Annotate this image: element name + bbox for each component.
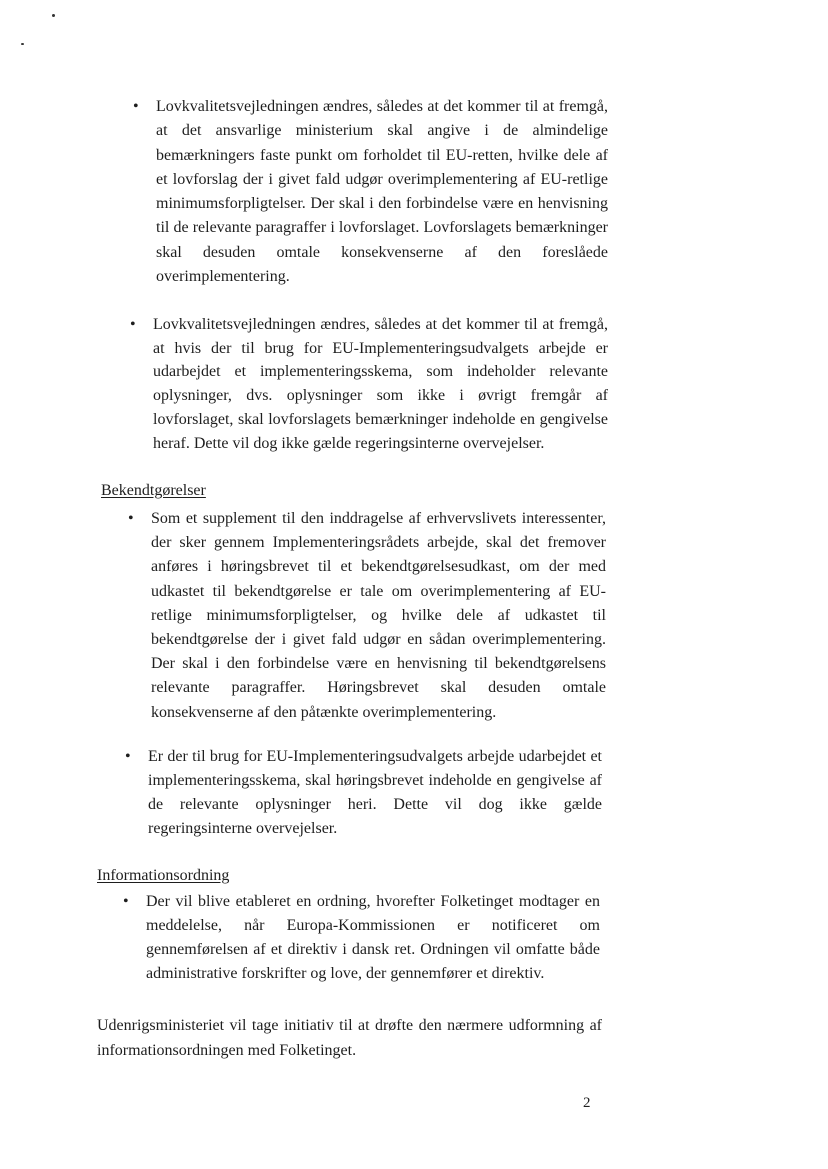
scan-speck xyxy=(21,43,24,45)
bullet-item xyxy=(130,313,608,455)
bullet-text: Som et supplement til den inddragelse af erhvervslivets interessenter, der sker gennem Implementeringsrådets arbejde, skal det fremover anføres i høringsbrevet til et bekendtgørelsesudkast, om der med udkastet til bekendtgørelse er tale om overimplementering af EU-retlige minimumsforpligtelser, og hvilke dele af udkastet til bekendtgørelse der i givet fald udgør en sådan overimplementering. Der skal i den forbindelse være en henvisning til bekendtgørelsens relevante paragraffer. Høringsbrevet skal desuden omtale konsekvenserne af den påtænkte overimplementering. xyxy=(151,510,606,721)
bullet-item xyxy=(123,890,600,986)
section-heading-informationsordning: Informationsordning xyxy=(97,867,230,884)
closing-paragraph: Udenrigsministeriet vil tage initiativ til at drøfte den nærmere udformning af informationsordningen med Folketinget. xyxy=(97,1017,602,1059)
bullet-dot: • xyxy=(125,748,131,765)
bullet-text: Lovkvalitetsvejledningen ændres, således at det kommer til at fremgå, at det ansvarlige ministerium skal angive i de almindelige bemærkningers faste punkt om forholdet til EU-retten, hvilke dele af et lovforslag der i givet fald udgør overimplementering af EU-retlige minimumsforpligtelser. Der skal i den forbindelse være en henvisning til de relevante paragraffer i lovforslaget. Lovforslagets bemærkninger skal desuden omtale konsekvenserne af den foreslåede overimplementering. xyxy=(156,98,608,286)
bullet-text: Der vil blive etableret en ordning, hvorefter Folketinget modtager en meddelelse, når Europa-Kommissionen er notificeret om gennemførelsen af et direktiv i dansk ret. Ordningen vil omfatte både administrative forskrifter og love, der gennemfører et direktiv. xyxy=(146,893,600,982)
bullet-item xyxy=(128,507,606,725)
bullet-dot: • xyxy=(128,510,134,527)
bullet-dot: • xyxy=(133,98,139,115)
bullet-text: Er der til brug for EU-Implementeringsudvalgets arbejde udarbejdet et implementeringsskema, skal høringsbrevet indeholde en gengivelse af de relevante oplysninger heri. Dette vil dog ikke gælde regeringsinterne overvejelser. xyxy=(148,748,602,837)
section-heading-bekendtgoerelser: Bekendtgørelser xyxy=(101,482,206,499)
page-number: 2 xyxy=(583,1095,591,1111)
bullet-item xyxy=(125,745,602,841)
bullet-text: Lovkvalitetsvejledningen ændres, således at det kommer til at fremgå, at hvis der til brug for EU-Implementeringsudvalgets arbejde er udarbejdet et implementeringsskema, som indeholder relevante oplysninger, dvs. oplysninger som ikke i øvrigt fremgår af lovforslaget, skal lovforslagets bemærkninger indeholde en gengivelse heraf. Dette vil dog ikke gælde regeringsinterne overvejelser. xyxy=(153,316,608,452)
scan-speck xyxy=(52,14,55,17)
bullet-dot: • xyxy=(123,893,129,910)
bullet-item xyxy=(133,95,608,289)
bullet-dot: • xyxy=(130,316,136,333)
